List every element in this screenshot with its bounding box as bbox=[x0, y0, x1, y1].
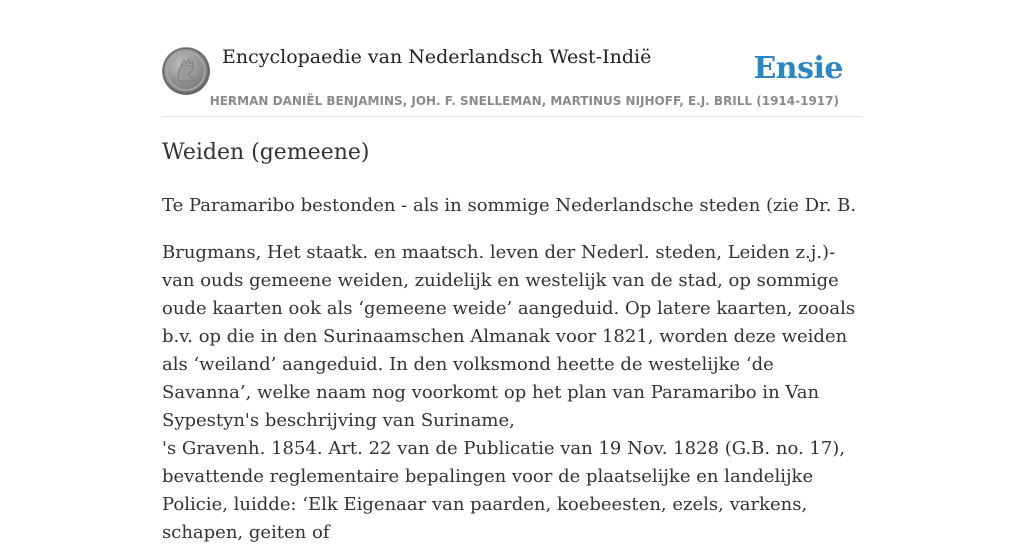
entry-paragraph-3: 's Gravenh. 1854. Art. 22 van de Publicatie van 19 Nov. 1828 (G.B. no. 17), bevattende reglementaire bepalingen voor de plaatselijke en landelijke Policie, luidde: ‘Elk Eigenaar van paarden, koebeesten, ezels, varkens, schapen, geiten of bbox=[162, 438, 846, 543]
coin-seal-icon[interactable] bbox=[162, 47, 210, 95]
authors-line: HERMAN DANIËL BENJAMINS, JOH. F. SNELLEMAN, MARTINUS NIJHOFF, E.J. BRILL (1914-1917) bbox=[209, 94, 839, 108]
entry-paragraph-1: Te Paramaribo bestonden - als in sommige Nederlandsche steden (zie Dr. B. bbox=[162, 195, 857, 216]
header bbox=[162, 40, 862, 117]
entry-paragraph-2: Brugmans, Het staatk. en maatsch. leven der Nederl. steden, Leiden z.j.)- van ouds gemeene weiden, zuidelijk en westelijk van de stad, op sommige oude kaarten ook als ‘gemeene weide’ aangeduid. Op latere kaarten, zooals b.v. op die in den Surinaamschen Almanak voor 1821, worden deze weiden als ‘weiland’ aangeduid. In den volksmond heette de westelijke ‘de Savanna’, welke naam nog voorkomt op het plan van Paramaribo in Van Sypestyn's beschrijving van Suriname, bbox=[162, 242, 856, 431]
book-title[interactable]: Encyclopaedie van Nederlandsch West-Indië bbox=[222, 46, 652, 68]
entry-title: Weiden (gemeene) bbox=[162, 140, 370, 165]
brand-logo[interactable]: Ensie bbox=[753, 51, 843, 86]
